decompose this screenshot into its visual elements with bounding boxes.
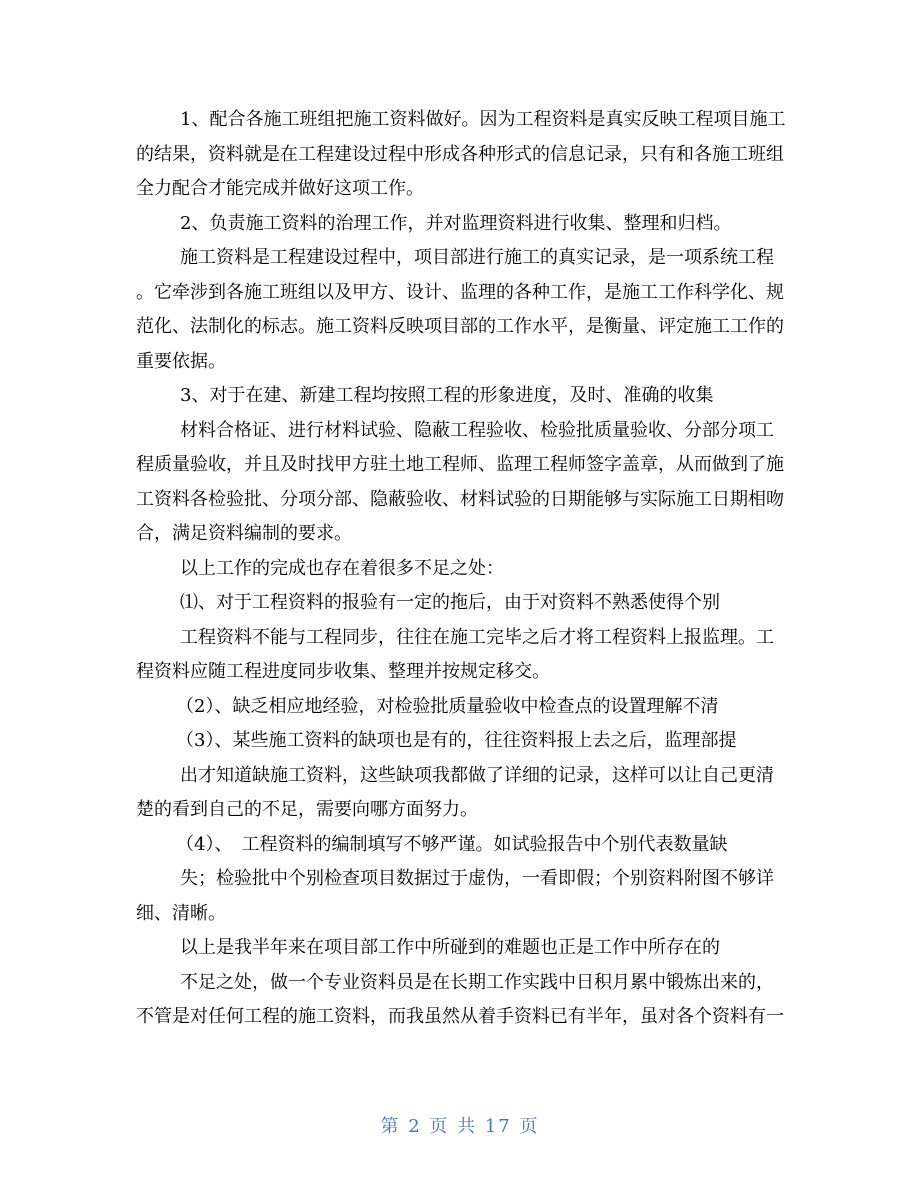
text-line: 合，满足资料编制的要求。 bbox=[136, 523, 352, 544]
text-line: 的结果，资料就是在工程建设过程中形成各种形式的信息记录，只有和各施工班组 bbox=[136, 143, 784, 165]
text-line: （4）、 工程资料的编制填写不够严谨。如试验报告中个别代表数量缺 bbox=[176, 833, 728, 855]
text-line: 不足之处，做一个专业资料员是在长期工作实践中日积月累中锻炼出来的， bbox=[180, 971, 774, 993]
text-line: （2）、缺乏相应地经验，对检验批质量验收中检查点的设置理解不清 bbox=[176, 695, 719, 717]
text-line: 重要依据。 bbox=[136, 350, 226, 372]
text-line: 以上是我半年来在项目部工作中所碰到的难题也正是工作中所存在的 bbox=[180, 937, 720, 958]
text-line: 工资料各检验批、分项分部、隐蔽验收、材料试验的日期能够与实际施工日期相吻 bbox=[136, 488, 784, 510]
text-line: 3、对于在建、新建工程均按照工程的形象进度，及时、准确的收集 bbox=[180, 385, 714, 406]
text-line: 施工资料是工程建设过程中，项目部进行施工的真实记录，是一项系统工程 bbox=[180, 247, 774, 268]
text-line: 失；检验批中个别检查项目数据过于虚伪，一看即假；个别资料附图不够详 bbox=[180, 868, 774, 889]
text-line: ⑴、对于工程资料的报验有一定的拖后，由于对资料不熟悉使得个别 bbox=[180, 592, 720, 613]
text-line: 出才知道缺施工资料，这些缺项我都做了详细的记录，这样可以让自己更清 bbox=[180, 764, 774, 786]
document-body bbox=[136, 103, 784, 1035]
text-line: 材料合格证、进行材料试验、隐蔽工程验收、检验批质量验收、分部分项工 bbox=[180, 419, 774, 441]
text-line: 楚的看到自己的不足，需要向哪方面努力。 bbox=[136, 799, 478, 820]
text-line: 工程资料不能与工程同步，往往在施工完毕之后才将工程资料上报监理。工 bbox=[180, 626, 774, 648]
page-number-label: 第 2 页 共 17 页 bbox=[380, 1116, 540, 1137]
text-line: 以上工作的完成也存在着很多不足之处： bbox=[180, 557, 504, 579]
page-footer bbox=[0, 1112, 920, 1138]
text-line: 程资料应随工程进度同步收集、整理并按规定移交。 bbox=[136, 661, 550, 682]
text-line: 。它牵涉到各施工班组以及甲方、设计、监理的各种工作，是施工工作科学化、规 bbox=[136, 281, 784, 303]
text-line: 细、清晰。 bbox=[136, 902, 226, 924]
text-line: 全力配合才能完成并做好这项工作。 bbox=[136, 178, 424, 199]
text-line: （3）、某些施工资料的缺项也是有的，往往资料报上去之后，监理部提 bbox=[176, 730, 737, 751]
text-line: 1、配合各施工班组把施工资料做好。因为工程资料是真实反映工程项目施工 bbox=[180, 109, 786, 130]
text-line: 范化、法制化的标志。施工资料反映项目部的工作水平，是衡量、评定施工工作的 bbox=[136, 316, 784, 337]
text-line: 不管是对任何工程的施工资料，而我虽然从着手资料已有半年，虽对各个资料有一 bbox=[136, 1006, 784, 1027]
text-line: 程质量验收，并且及时找甲方驻土地工程师、监理工程师签字盖章，从而做到了施 bbox=[136, 454, 784, 475]
text-line: 2、负责施工资料的治理工作，并对监理资料进行收集、整理和归档。 bbox=[180, 212, 732, 234]
